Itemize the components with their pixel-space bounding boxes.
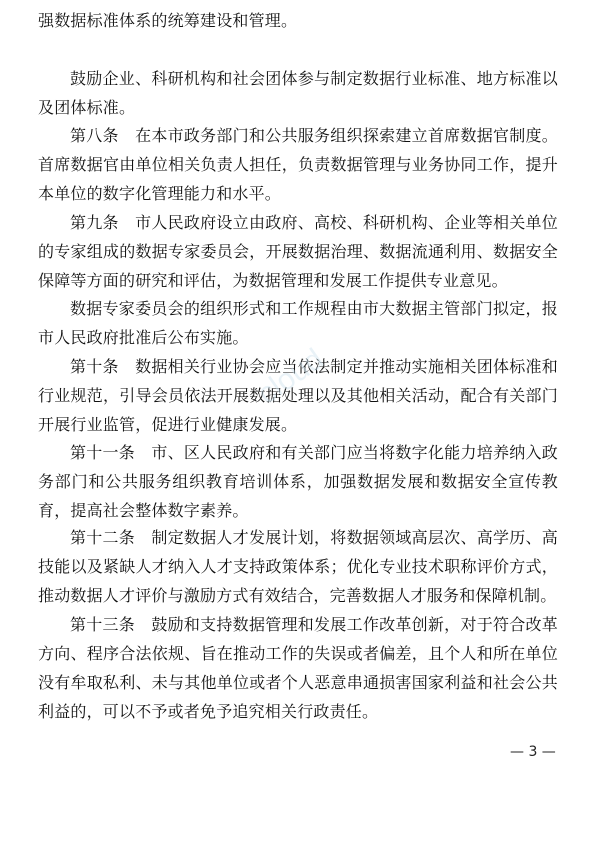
page-number: — 3 —	[510, 744, 556, 760]
paragraph-expert-committee: 数据专家委员会的组织形式和工作规程由市大数据主管部门拟定，报市人民政府批准后公布实施。	[38, 299, 558, 347]
paragraph-article-13: 第十三条 鼓励和支持数据管理和发展工作改革创新，对于符合改革方向、程序合法依规、旨在推动工作的失误或者偏差，且个人和所在单位没有牟取私利、未与其他单位或者个人恶意串通损害国家利益和社会公共利益的，可以不予或者免予追究相关行政责任。	[38, 615, 558, 721]
paragraph-article-11: 第十一条 市、区人民政府和有关部门应当将数字化能力培养纳入政务部门和公共服务组织教育培训体系，加强数据发展和数据安全宣传教育，提高社会整体数字素养。	[38, 443, 558, 520]
paragraph-article-8: 第八条 在本市政务部门和公共服务组织探索建立首席数据官制度。首席数据官由单位相关负责人担任，负责数据管理与业务协同工作，提升本单位的数字化管理能力和水平。	[38, 126, 558, 203]
watermark: cloud	[251, 342, 330, 411]
paragraph-article-10: 第十条 数据相关行业协会应当依法制定并推动实施相关团体标准和行业规范，引导会员依法开展数据处理以及其他相关活动，配合有关部门开展行业监管，促进行业健康发展。	[38, 357, 558, 434]
paragraph-article-9: 第九条 市人民政府设立由政府、高校、科研机构、企业等相关单位的专家组成的数据专家委员会，开展数据治理、数据流通利用、数据安全保障等方面的研究和评估，为数据管理和发展工作提供专业意见。	[38, 213, 558, 290]
paragraph-continuation: 强数据标准体系的统筹建设和管理。	[38, 11, 298, 30]
paragraph-article-12: 第十二条 制定数据人才发展计划，将数据领域高层次、高学历、高技能以及紧缺人才纳入人才支持政策体系；优化专业技术职称评价方式，推动数据人才评价与激励方式有效结合，完善数据人才服务和保障机制。	[38, 528, 558, 605]
paragraph-encourage-standards: 鼓励企业、科研机构和社会团体参与制定数据行业标准、地方标准以及团体标准。	[38, 69, 558, 117]
